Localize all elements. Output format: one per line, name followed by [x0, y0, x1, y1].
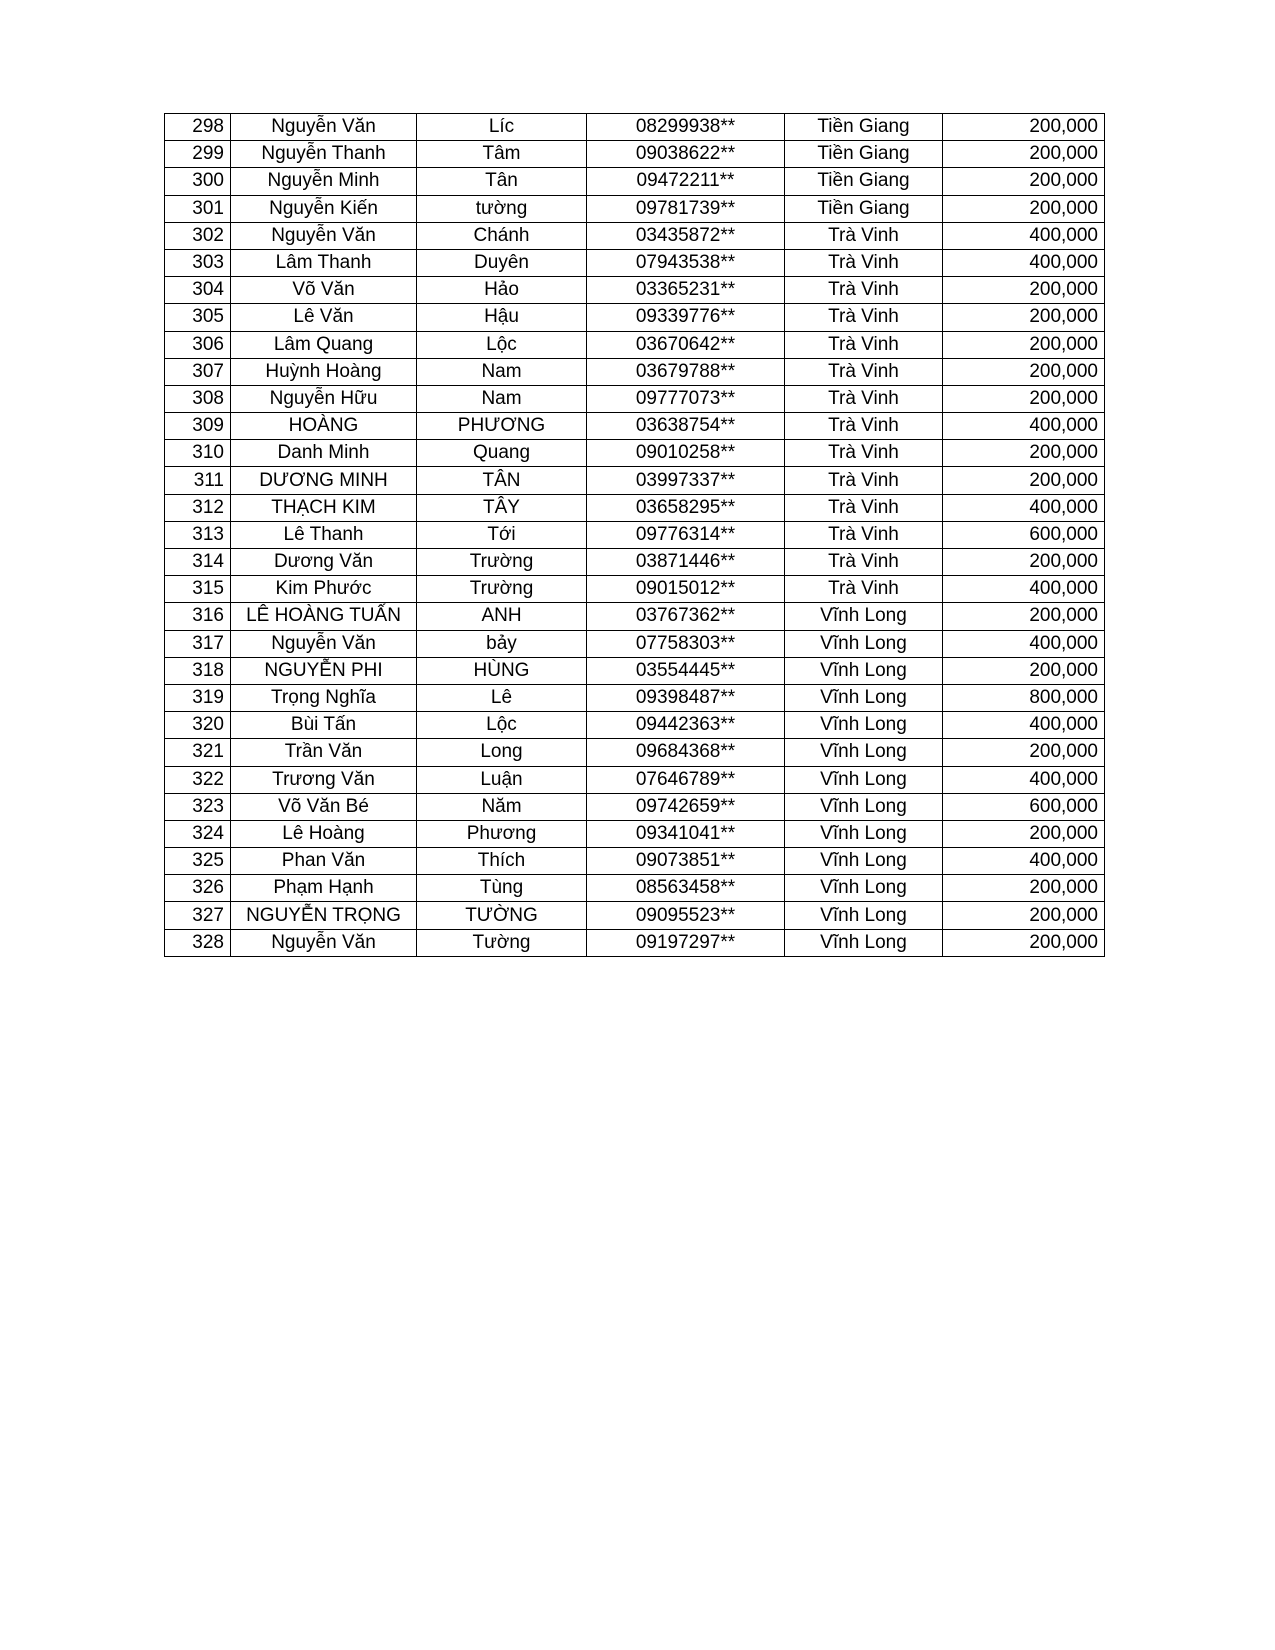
first-name-cell: Quang	[417, 440, 587, 467]
amount-cell: 400,000	[943, 766, 1105, 793]
first-name-cell: TÂN	[417, 467, 587, 494]
last-name-cell: Huỳnh Hoàng	[231, 358, 417, 385]
first-name-cell: Tùng	[417, 875, 587, 902]
last-name-cell: Nguyễn Văn	[231, 114, 417, 141]
amount-cell: 200,000	[943, 739, 1105, 766]
row-number-cell: 311	[165, 467, 231, 494]
last-name-cell: HOÀNG	[231, 413, 417, 440]
table-row	[165, 576, 1105, 603]
last-name-cell: Nguyễn Văn	[231, 929, 417, 956]
phone-cell: 09339776**	[587, 304, 785, 331]
first-name-cell: TƯỜNG	[417, 902, 587, 929]
amount-cell: 200,000	[943, 549, 1105, 576]
amount-cell: 200,000	[943, 358, 1105, 385]
phone-cell: 07943538**	[587, 249, 785, 276]
table-row	[165, 793, 1105, 820]
phone-cell: 08563458**	[587, 875, 785, 902]
province-cell: Trà Vinh	[785, 304, 943, 331]
phone-cell: 03997337**	[587, 467, 785, 494]
province-cell: Trà Vinh	[785, 467, 943, 494]
first-name-cell: Tường	[417, 929, 587, 956]
first-name-cell: ANH	[417, 603, 587, 630]
phone-cell: 09472211**	[587, 168, 785, 195]
table-row	[165, 440, 1105, 467]
province-cell: Vĩnh Long	[785, 902, 943, 929]
table-row	[165, 168, 1105, 195]
row-number-cell: 304	[165, 277, 231, 304]
row-number-cell: 298	[165, 114, 231, 141]
last-name-cell: Trần Văn	[231, 739, 417, 766]
row-number-cell: 326	[165, 875, 231, 902]
first-name-cell: Duyên	[417, 249, 587, 276]
amount-cell: 200,000	[943, 195, 1105, 222]
table-row	[165, 114, 1105, 141]
phone-cell: 03767362**	[587, 603, 785, 630]
amount-cell: 200,000	[943, 277, 1105, 304]
row-number-cell: 300	[165, 168, 231, 195]
phone-cell: 09038622**	[587, 141, 785, 168]
phone-cell: 09684368**	[587, 739, 785, 766]
row-number-cell: 328	[165, 929, 231, 956]
province-cell: Vĩnh Long	[785, 657, 943, 684]
province-cell: Tiền Giang	[785, 195, 943, 222]
amount-cell: 200,000	[943, 902, 1105, 929]
amount-cell: 400,000	[943, 494, 1105, 521]
amount-cell: 200,000	[943, 304, 1105, 331]
row-number-cell: 325	[165, 848, 231, 875]
first-name-cell: TÂY	[417, 494, 587, 521]
last-name-cell: Nguyễn Thanh	[231, 141, 417, 168]
first-name-cell: bảy	[417, 630, 587, 657]
province-cell: Trà Vinh	[785, 385, 943, 412]
row-number-cell: 312	[165, 494, 231, 521]
table-row	[165, 657, 1105, 684]
last-name-cell: Kim Phước	[231, 576, 417, 603]
table-row	[165, 277, 1105, 304]
first-name-cell: Năm	[417, 793, 587, 820]
phone-cell: 03638754**	[587, 413, 785, 440]
table-row	[165, 385, 1105, 412]
last-name-cell: Võ Văn	[231, 277, 417, 304]
amount-cell: 200,000	[943, 467, 1105, 494]
row-number-cell: 301	[165, 195, 231, 222]
last-name-cell: Trương Văn	[231, 766, 417, 793]
first-name-cell: Lê	[417, 684, 587, 711]
table-row	[165, 603, 1105, 630]
phone-cell: 03670642**	[587, 331, 785, 358]
row-number-cell: 323	[165, 793, 231, 820]
last-name-cell: Nguyễn Hữu	[231, 385, 417, 412]
amount-cell: 200,000	[943, 168, 1105, 195]
province-cell: Vĩnh Long	[785, 739, 943, 766]
amount-cell: 400,000	[943, 413, 1105, 440]
table-row	[165, 848, 1105, 875]
amount-cell: 600,000	[943, 793, 1105, 820]
first-name-cell: Hảo	[417, 277, 587, 304]
first-name-cell: Nam	[417, 358, 587, 385]
province-cell: Vĩnh Long	[785, 793, 943, 820]
first-name-cell: Tân	[417, 168, 587, 195]
amount-cell: 200,000	[943, 114, 1105, 141]
province-cell: Vĩnh Long	[785, 712, 943, 739]
province-cell: Tiền Giang	[785, 141, 943, 168]
amount-cell: 200,000	[943, 657, 1105, 684]
row-number-cell: 321	[165, 739, 231, 766]
table-row	[165, 902, 1105, 929]
phone-cell: 07646789**	[587, 766, 785, 793]
amount-cell: 200,000	[943, 875, 1105, 902]
province-cell: Tiền Giang	[785, 114, 943, 141]
table-row	[165, 413, 1105, 440]
table-row	[165, 521, 1105, 548]
last-name-cell: THẠCH KIM	[231, 494, 417, 521]
table-row	[165, 141, 1105, 168]
last-name-cell: Lê Văn	[231, 304, 417, 331]
row-number-cell: 320	[165, 712, 231, 739]
row-number-cell: 327	[165, 902, 231, 929]
last-name-cell: Nguyễn Kiến	[231, 195, 417, 222]
province-cell: Trà Vinh	[785, 222, 943, 249]
row-number-cell: 305	[165, 304, 231, 331]
province-cell: Trà Vinh	[785, 413, 943, 440]
amount-cell: 200,000	[943, 385, 1105, 412]
table-row	[165, 766, 1105, 793]
row-number-cell: 324	[165, 820, 231, 847]
table-row	[165, 494, 1105, 521]
table-body	[165, 114, 1105, 957]
last-name-cell: Phan Văn	[231, 848, 417, 875]
amount-cell: 400,000	[943, 249, 1105, 276]
last-name-cell: Lâm Thanh	[231, 249, 417, 276]
last-name-cell: Trọng Nghĩa	[231, 684, 417, 711]
phone-cell: 03365231**	[587, 277, 785, 304]
province-cell: Vĩnh Long	[785, 684, 943, 711]
table-row	[165, 467, 1105, 494]
phone-cell: 09742659**	[587, 793, 785, 820]
amount-cell: 200,000	[943, 440, 1105, 467]
row-number-cell: 322	[165, 766, 231, 793]
phone-cell: 09776314**	[587, 521, 785, 548]
row-number-cell: 302	[165, 222, 231, 249]
phone-cell: 08299938**	[587, 114, 785, 141]
province-cell: Vĩnh Long	[785, 630, 943, 657]
last-name-cell: DƯƠNG MINH	[231, 467, 417, 494]
row-number-cell: 319	[165, 684, 231, 711]
row-number-cell: 316	[165, 603, 231, 630]
amount-cell: 400,000	[943, 848, 1105, 875]
province-cell: Trà Vinh	[785, 249, 943, 276]
first-name-cell: Chánh	[417, 222, 587, 249]
row-number-cell: 308	[165, 385, 231, 412]
phone-cell: 09095523**	[587, 902, 785, 929]
phone-cell: 09781739**	[587, 195, 785, 222]
phone-cell: 03554445**	[587, 657, 785, 684]
row-number-cell: 310	[165, 440, 231, 467]
row-number-cell: 307	[165, 358, 231, 385]
province-cell: Trà Vinh	[785, 521, 943, 548]
first-name-cell: Trường	[417, 576, 587, 603]
first-name-cell: Thích	[417, 848, 587, 875]
first-name-cell: Trường	[417, 549, 587, 576]
row-number-cell: 306	[165, 331, 231, 358]
amount-cell: 400,000	[943, 712, 1105, 739]
amount-cell: 400,000	[943, 630, 1105, 657]
phone-cell: 09197297**	[587, 929, 785, 956]
province-cell: Vĩnh Long	[785, 603, 943, 630]
province-cell: Vĩnh Long	[785, 848, 943, 875]
phone-cell: 03435872**	[587, 222, 785, 249]
amount-cell: 400,000	[943, 222, 1105, 249]
table-row	[165, 630, 1105, 657]
last-name-cell: Lê Hoàng	[231, 820, 417, 847]
province-cell: Vĩnh Long	[785, 766, 943, 793]
table-row	[165, 222, 1105, 249]
amount-cell: 200,000	[943, 820, 1105, 847]
phone-cell: 03679788**	[587, 358, 785, 385]
province-cell: Trà Vinh	[785, 358, 943, 385]
first-name-cell: tường	[417, 195, 587, 222]
last-name-cell: Dương Văn	[231, 549, 417, 576]
last-name-cell: Nguyễn Văn	[231, 630, 417, 657]
last-name-cell: Lê Thanh	[231, 521, 417, 548]
table-row	[165, 712, 1105, 739]
province-cell: Trà Vinh	[785, 576, 943, 603]
province-cell: Tiền Giang	[785, 168, 943, 195]
last-name-cell: Nguyễn Văn	[231, 222, 417, 249]
first-name-cell: Líc	[417, 114, 587, 141]
row-number-cell: 299	[165, 141, 231, 168]
first-name-cell: Long	[417, 739, 587, 766]
last-name-cell: Nguyễn Minh	[231, 168, 417, 195]
row-number-cell: 309	[165, 413, 231, 440]
amount-cell: 200,000	[943, 929, 1105, 956]
first-name-cell: Phương	[417, 820, 587, 847]
row-number-cell: 313	[165, 521, 231, 548]
table-row	[165, 249, 1105, 276]
table-row	[165, 358, 1105, 385]
amount-cell: 200,000	[943, 603, 1105, 630]
table-row	[165, 820, 1105, 847]
table-row	[165, 549, 1105, 576]
table-row	[165, 331, 1105, 358]
amount-cell: 800,000	[943, 684, 1105, 711]
first-name-cell: Tâm	[417, 141, 587, 168]
last-name-cell: NGUYỄN TRỌNG	[231, 902, 417, 929]
amount-cell: 200,000	[943, 141, 1105, 168]
first-name-cell: Hậu	[417, 304, 587, 331]
amount-cell: 400,000	[943, 576, 1105, 603]
first-name-cell: Lộc	[417, 712, 587, 739]
province-cell: Vĩnh Long	[785, 820, 943, 847]
row-number-cell: 314	[165, 549, 231, 576]
first-name-cell: Lộc	[417, 331, 587, 358]
phone-cell: 09073851**	[587, 848, 785, 875]
amount-cell: 200,000	[943, 331, 1105, 358]
last-name-cell: Bùi Tấn	[231, 712, 417, 739]
table-row	[165, 195, 1105, 222]
first-name-cell: Tới	[417, 521, 587, 548]
province-cell: Trà Vinh	[785, 331, 943, 358]
last-name-cell: Phạm Hạnh	[231, 875, 417, 902]
phone-cell: 09442363**	[587, 712, 785, 739]
province-cell: Vĩnh Long	[785, 875, 943, 902]
phone-cell: 09010258**	[587, 440, 785, 467]
first-name-cell: HÙNG	[417, 657, 587, 684]
phone-cell: 03658295**	[587, 494, 785, 521]
phone-cell: 09777073**	[587, 385, 785, 412]
table-row	[165, 739, 1105, 766]
first-name-cell: PHƯƠNG	[417, 413, 587, 440]
last-name-cell: NGUYỄN PHI	[231, 657, 417, 684]
province-cell: Trà Vinh	[785, 277, 943, 304]
table-row	[165, 875, 1105, 902]
table-row	[165, 929, 1105, 956]
phone-cell: 07758303**	[587, 630, 785, 657]
phone-cell: 09398487**	[587, 684, 785, 711]
province-cell: Vĩnh Long	[785, 929, 943, 956]
row-number-cell: 303	[165, 249, 231, 276]
last-name-cell: Danh Minh	[231, 440, 417, 467]
province-cell: Trà Vinh	[785, 494, 943, 521]
phone-cell: 09015012**	[587, 576, 785, 603]
province-cell: Trà Vinh	[785, 440, 943, 467]
row-number-cell: 317	[165, 630, 231, 657]
row-number-cell: 315	[165, 576, 231, 603]
phone-cell: 03871446**	[587, 549, 785, 576]
last-name-cell: Lâm Quang	[231, 331, 417, 358]
phone-cell: 09341041**	[587, 820, 785, 847]
amount-cell: 600,000	[943, 521, 1105, 548]
recipient-table	[164, 113, 1105, 957]
province-cell: Trà Vinh	[785, 549, 943, 576]
row-number-cell: 318	[165, 657, 231, 684]
first-name-cell: Luận	[417, 766, 587, 793]
last-name-cell: Võ Văn Bé	[231, 793, 417, 820]
table-row	[165, 304, 1105, 331]
first-name-cell: Nam	[417, 385, 587, 412]
last-name-cell: LÊ HOÀNG TUẤN	[231, 603, 417, 630]
table-row	[165, 684, 1105, 711]
